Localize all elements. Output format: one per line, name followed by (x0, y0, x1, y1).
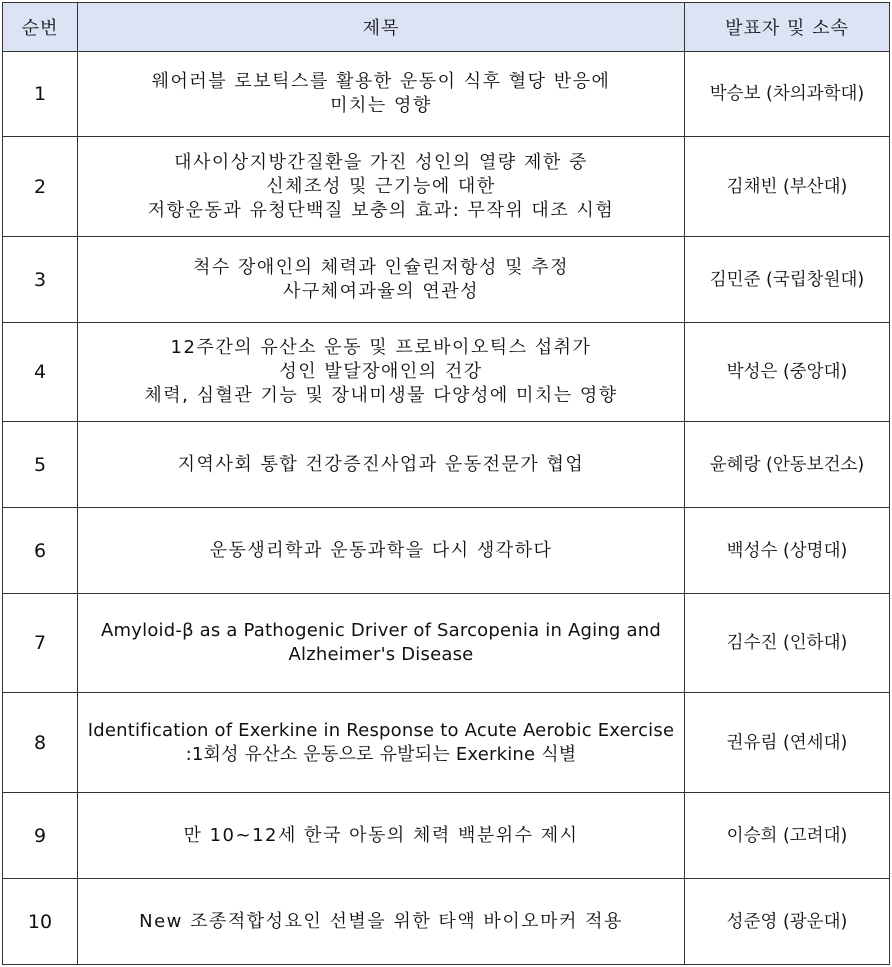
title-line: 신체조성 및 근기능에 대한 (266, 175, 496, 197)
header-num: 순번 (3, 3, 78, 52)
title-line: 12주간의 유산소 운동 및 프로바이오틱스 섭취가 (170, 337, 592, 358)
row-presenter: 백성수 (상명대) (685, 508, 890, 594)
row-number: 3 (3, 237, 78, 323)
title-line: New 조종적합성요인 선별을 위한 타액 바이오마커 적용 (139, 910, 623, 932)
title-line: 지역사회 통합 건강증진사업과 운동전문가 협업 (177, 453, 585, 475)
table-body (3, 52, 890, 965)
row-number: 5 (3, 422, 78, 508)
row-presenter: 이승희 (고려대) (685, 793, 890, 879)
table-row (3, 422, 890, 508)
row-number: 7 (3, 594, 78, 693)
header-presenter: 발표자 및 소속 (685, 3, 890, 52)
row-title (78, 793, 685, 879)
title-line: 대사이상지방간질환을 가진 성인의 열량 제한 중 (174, 151, 588, 173)
row-presenter: 박승보 (차의과학대) (685, 52, 890, 137)
row-presenter: 박성은 (중앙대) (685, 323, 890, 422)
title-line: Amyloid-β as a Pathogenic Driver of Sarcopenia in Aging and (101, 620, 661, 641)
row-number: 4 (3, 323, 78, 422)
title-line: 사구체여과율의 연관성 (282, 280, 480, 302)
table-row (3, 137, 890, 237)
row-presenter: 김수진 (인하대) (685, 594, 890, 693)
title-line: Alzheimer's Disease (288, 644, 474, 665)
header-title: 제목 (78, 3, 685, 52)
row-title (78, 879, 685, 965)
title-line: 성인 발달장애인의 건강 (279, 361, 483, 382)
row-title (78, 594, 685, 693)
table-row (3, 594, 890, 693)
row-title (78, 693, 685, 793)
title-line: 만 10~12세 한국 아동의 체력 백분위수 제시 (183, 824, 579, 846)
row-title (78, 237, 685, 323)
row-title (78, 323, 685, 422)
header-row (3, 3, 890, 52)
table-row (3, 879, 890, 965)
row-presenter: 성준영 (광운대) (685, 879, 890, 965)
row-number: 8 (3, 693, 78, 793)
row-number: 1 (3, 52, 78, 137)
presentation-table (2, 2, 890, 965)
table-row (3, 693, 890, 793)
title-line: 미치는 영향 (330, 95, 432, 116)
row-presenter: 김민준 (국립창원대) (685, 237, 890, 323)
row-presenter: 권유림 (연세대) (685, 693, 890, 793)
row-presenter: 김채빈 (부산대) (685, 137, 890, 237)
row-number: 9 (3, 793, 78, 879)
row-title (78, 422, 685, 508)
row-presenter: 윤혜랑 (안동보건소) (685, 422, 890, 508)
row-title (78, 508, 685, 594)
title-line: Identification of Exerkine in Response to Acute Aerobic Exercise (87, 719, 675, 741)
row-number: 10 (3, 879, 78, 965)
table-row (3, 323, 890, 422)
row-number: 6 (3, 508, 78, 594)
title-line: :1회성 유산소 운동으로 유발되는 Exerkine 식별 (185, 743, 577, 765)
title-line: 체력, 심혈관 기능 및 장내미생물 다양성에 미치는 영향 (144, 385, 618, 406)
table-row (3, 237, 890, 323)
table-row (3, 508, 890, 594)
row-title (78, 137, 685, 237)
title-line: 척수 장애인의 체력과 인슐린저항성 및 추정 (192, 256, 570, 278)
title-line: 운동생리학과 운동과학을 다시 생각하다 (209, 539, 553, 561)
row-title (78, 52, 685, 137)
title-line: 웨어러블 로보틱스를 활용한 운동이 식후 혈당 반응에 (151, 71, 611, 92)
title-line: 저항운동과 유청단백질 보충의 효과: 무작위 대조 시험 (147, 199, 615, 221)
table-row (3, 52, 890, 137)
table-row (3, 793, 890, 879)
row-number: 2 (3, 137, 78, 237)
